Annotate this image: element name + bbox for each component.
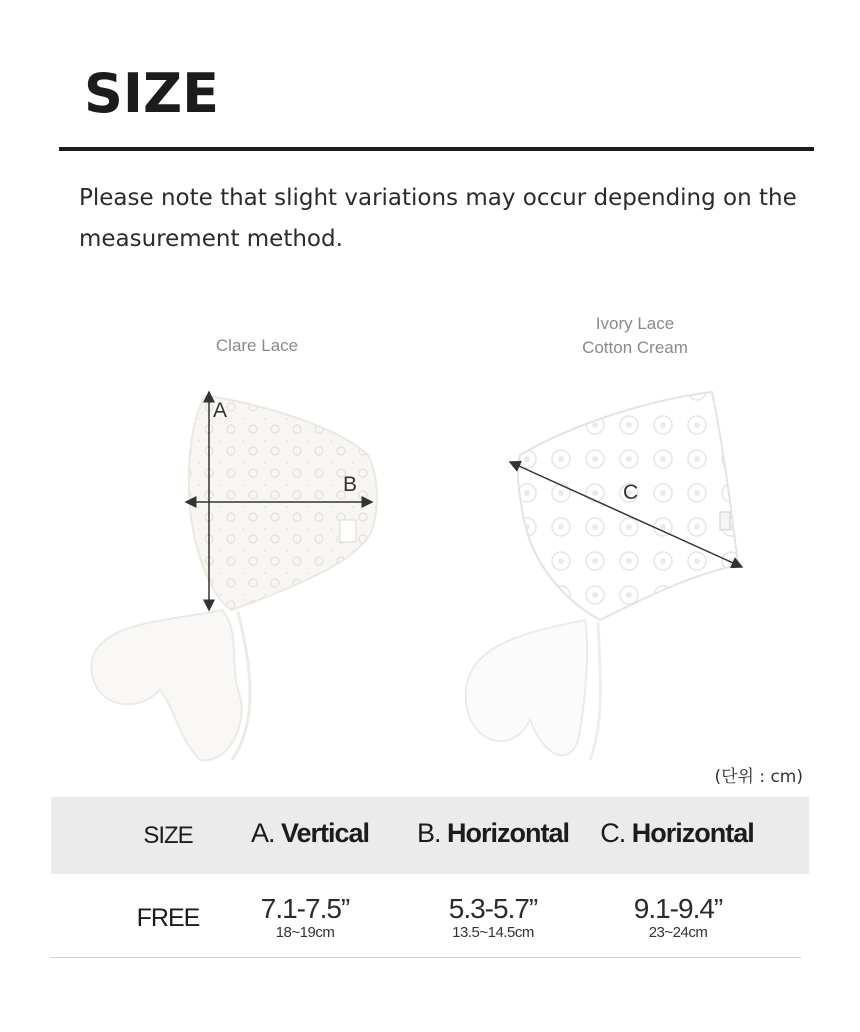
- caption-line: Clare Lace: [215, 336, 299, 355]
- c-inch-value: 9.1-9.4”: [633, 893, 723, 924]
- header-b-label: Horizontal: [447, 818, 570, 848]
- caption-line: Cotton Cream: [582, 338, 688, 357]
- header-b-prefix: B.: [416, 818, 441, 848]
- label-c: C: [623, 481, 639, 504]
- measurement-note: Please note that slight variations may occur depending on the measurement method.: [79, 185, 797, 252]
- b-cm-value: 13.5~14.5cm: [452, 924, 534, 941]
- header-size: SIZE: [143, 822, 193, 849]
- row-b-value: [393, 894, 593, 942]
- b-inch-value: 5.3-5.7”: [448, 893, 538, 924]
- unit-note: (단위 : cm): [714, 767, 803, 787]
- row-size-free: FREE: [136, 904, 200, 932]
- table-bottom-divider: [51, 957, 801, 958]
- c-cm-value: 23~24cm: [648, 924, 708, 941]
- header-c-label: Horizontal: [631, 818, 754, 848]
- a-cm-value: 18~19cm: [275, 924, 335, 941]
- page-title: SIZE: [84, 62, 220, 125]
- header-c-horizontal: [577, 818, 777, 849]
- label-b: B: [343, 473, 358, 496]
- header-b-horizontal: [393, 818, 593, 849]
- caption-line: Ivory Lace: [595, 314, 675, 333]
- header-c-prefix: C.: [600, 818, 626, 848]
- clare-lace-bonnet: [91, 392, 376, 760]
- header-a-prefix: A.: [250, 818, 275, 848]
- ivory-lace-bonnet: [466, 392, 742, 760]
- header-a-vertical: [210, 818, 410, 849]
- header-a-label: Vertical: [280, 818, 370, 848]
- label-a: A: [213, 399, 228, 422]
- row-a-value: [205, 894, 405, 942]
- a-inch-value: 7.1-7.5”: [260, 893, 350, 924]
- row-c-value: [578, 894, 778, 942]
